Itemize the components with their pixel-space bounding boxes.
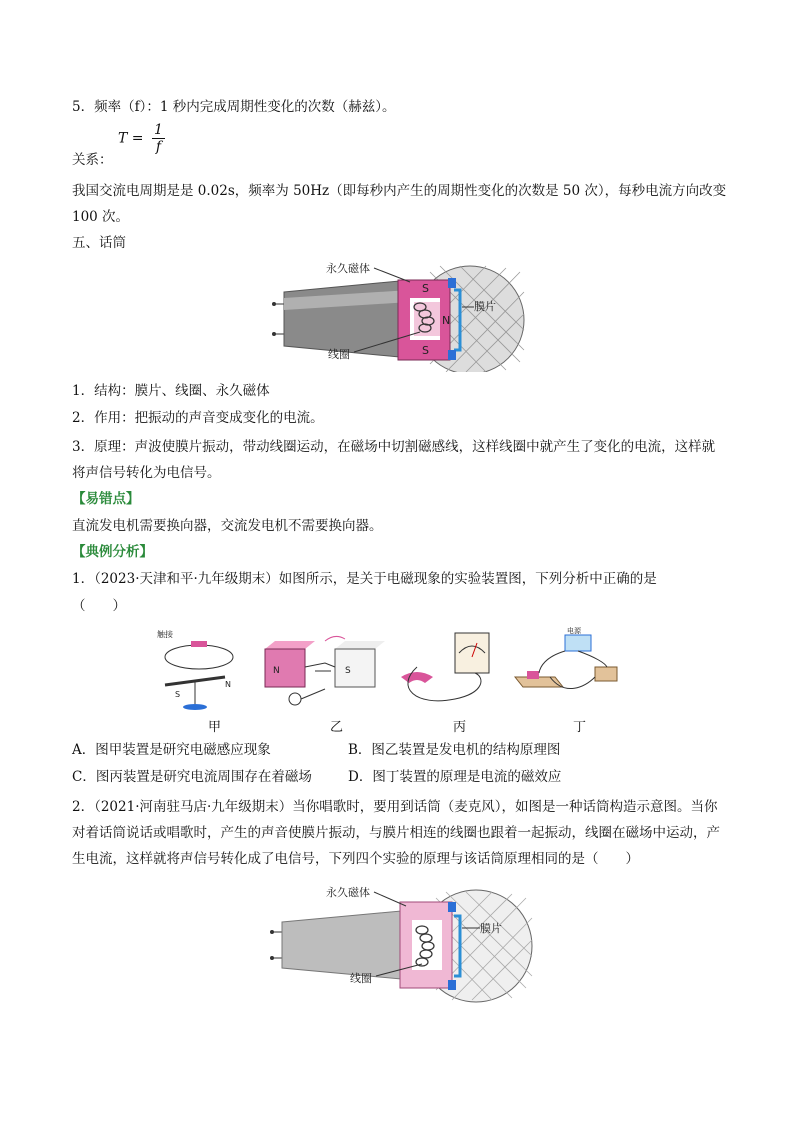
q1-stem: 1．（2023·天津和平·九年级期末）如图所示，是关于电磁现象的实验装置图，下列分析中正确的是 xyxy=(72,571,657,587)
galvanometer xyxy=(455,633,489,673)
fig-yi xyxy=(265,636,385,705)
pole-n: N xyxy=(442,314,451,327)
leader-magnet xyxy=(374,268,410,282)
magnet-n xyxy=(265,649,305,687)
label-permanent-magnet: 永久磁体 xyxy=(326,886,370,899)
label-diaphragm: 膜片 xyxy=(474,300,496,313)
tag-touch: 触接 xyxy=(157,630,173,639)
pole-s-top: S xyxy=(422,282,429,295)
q1-figures xyxy=(155,627,635,717)
relation-label: 关系： xyxy=(72,152,113,168)
label-diaphragm: 膜片 xyxy=(480,922,502,935)
q2-stem: 2．（2021·河南驻马店·九年级期末）当你唱歌时，要用到话筒（麦克风），如图是一种话筒构造示意图。当你对着话筒说话或唱歌时，产生的声音使膜片振动，与膜片相连的线圈也跟着一起振动，线圈在磁场中运动，产生电流，这样就将声信号转化成了电信号，下列四个实验的原理与该话筒原理相同的是（ ） xyxy=(72,799,720,867)
stand-base xyxy=(183,704,207,710)
label-coil: 线圈 xyxy=(328,348,350,361)
period-formula xyxy=(118,122,165,155)
formula-fraction xyxy=(152,122,165,155)
fig-jia xyxy=(157,629,233,710)
formula-denominator: f xyxy=(155,139,162,155)
svg-text:N: N xyxy=(225,680,231,689)
svg-text:S: S xyxy=(345,666,351,676)
label-permanent-magnet: 永久磁体 xyxy=(326,262,370,275)
label-yi: 乙 xyxy=(330,720,344,735)
section5-title: 5．频率（f）：1 秒内完成周期性变化的次数（赫兹）。 xyxy=(72,99,396,115)
label-coil: 线圈 xyxy=(350,972,372,985)
pole-s-bottom: S xyxy=(422,344,429,357)
fig-bing xyxy=(401,633,489,701)
switch xyxy=(595,667,617,681)
mic-function: 2．作用：把振动的声音变成变化的电流。 xyxy=(72,410,324,426)
magnet-s xyxy=(335,649,375,687)
q1-option-d: D．图丁装置的原理是电流的磁效应 xyxy=(348,769,562,785)
svg-text:N: N xyxy=(273,666,280,676)
wire-loop xyxy=(165,645,233,669)
magnet-core xyxy=(414,302,440,336)
microphone-figure-2 xyxy=(266,880,536,1010)
magnet xyxy=(527,671,539,679)
mic-heading: 五、话筒 xyxy=(72,235,126,251)
microphone-figure-1 xyxy=(270,252,530,372)
formula-lhs: T = xyxy=(118,130,144,147)
q1-blank: （ ） xyxy=(72,598,126,614)
conductor xyxy=(305,663,335,671)
fig-ding xyxy=(515,627,617,689)
mic-handle xyxy=(282,910,412,980)
mount-bottom xyxy=(448,350,456,360)
error-point-heading: 【易错点】 xyxy=(72,491,140,507)
label-jia: 甲 xyxy=(208,720,222,735)
meter xyxy=(289,693,301,705)
formula-numerator: 1 xyxy=(153,122,163,138)
q1-option-c: C．图丙装置是研究电流周围存在着磁场 xyxy=(72,769,312,785)
terminal-top xyxy=(272,302,276,306)
mount-top xyxy=(448,278,456,288)
motion-arrow xyxy=(325,636,345,641)
leader-magnet xyxy=(374,892,406,906)
power-supply xyxy=(565,635,591,651)
mount-top xyxy=(448,902,456,912)
section5-paragraph: 我国交流电周期是是 0.02s，频率为 50Hz（即每秒内产生的周期性变化的次数是 50 次），每秒电流方向改变 100 次。 xyxy=(72,183,727,225)
svg-text:S: S xyxy=(175,690,181,699)
q1-option-b: B．图乙装置是发电机的结构原理图 xyxy=(348,742,561,758)
mount-bottom xyxy=(448,980,456,990)
error-point-text: 直流发电机需要换向器，交流发电机不需要换向器。 xyxy=(72,518,383,534)
u-magnet xyxy=(401,672,433,683)
tag-power: 电源 xyxy=(567,627,581,635)
examples-heading: 【典例分析】 xyxy=(72,544,153,560)
terminal-bottom xyxy=(272,332,276,336)
label-bing: 丙 xyxy=(453,720,467,735)
battery xyxy=(191,641,207,647)
q1-option-a: A．图甲装置是研究电磁感应现象 xyxy=(72,742,271,758)
label-ding: 丁 xyxy=(573,720,587,735)
mic-principle: 3．原理：声波使膜片振动，带动线圈运动，在磁场中切割磁感线，这样线圈中就产生了变化的电流，这样就将声信号转化为电信号。 xyxy=(72,439,716,481)
mic-structure: 1．结构：膜片、线圈、永久磁体 xyxy=(72,383,270,399)
